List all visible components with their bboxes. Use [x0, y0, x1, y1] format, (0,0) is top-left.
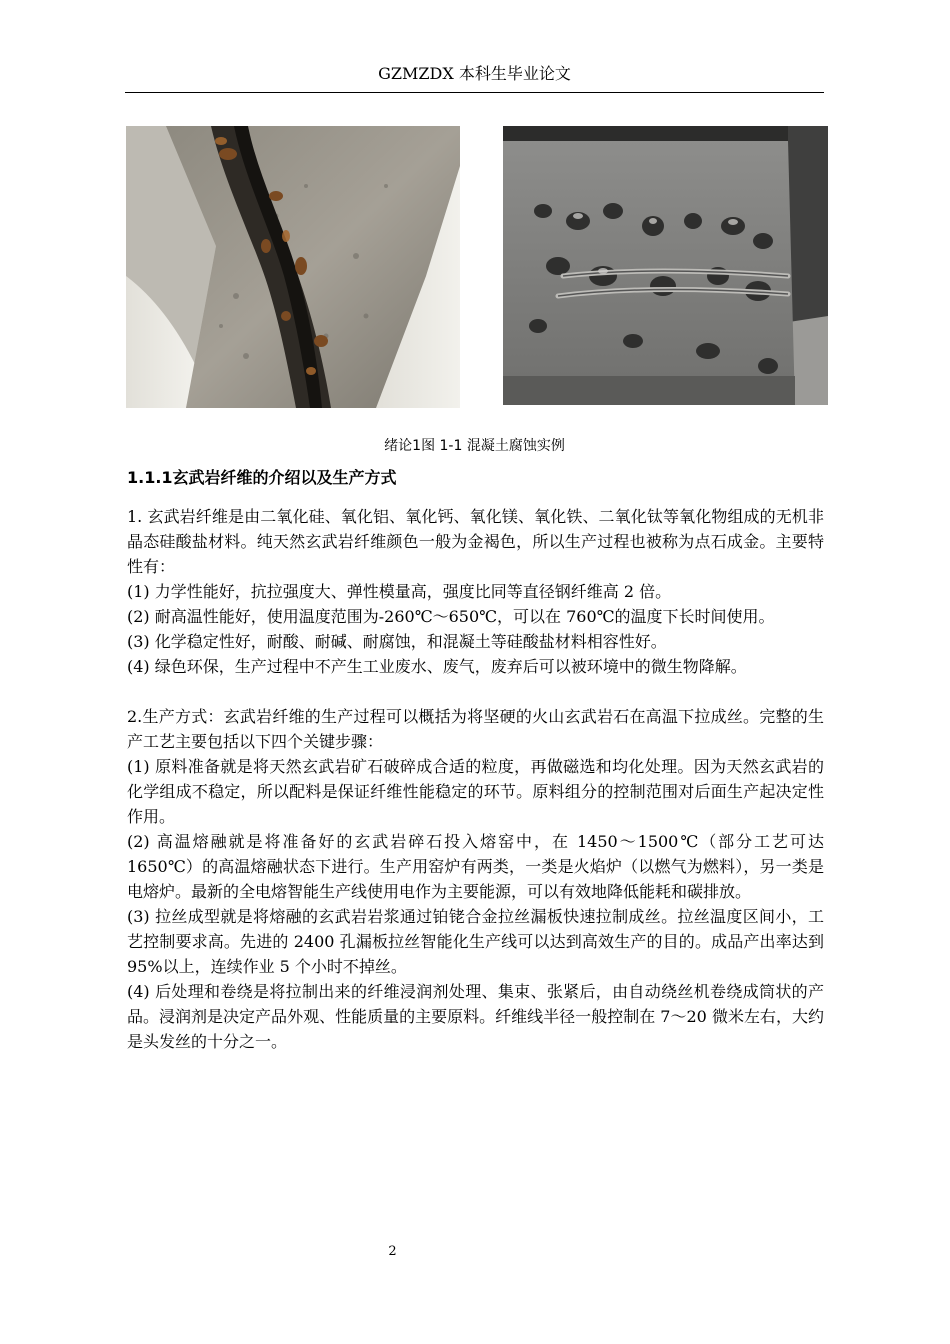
- header-rule: [125, 92, 824, 93]
- paragraph-step-3: (3) 拉丝成型就是将熔融的玄武岩岩浆通过铂铑合金拉丝漏板快速拉制成丝。拉丝温度区间小，工艺控制要求高。先进的 2400 孔漏板拉丝智能化生产线可以达到高效生产的目的。成品产出率达到 95%以上，连续作业 5 个小时不掉丝。: [127, 907, 824, 976]
- paragraph-property-1: (1) 力学性能好，抗拉强度大、弹性模量高，强度比同等直径钢纤维高 2 倍。: [127, 582, 672, 601]
- paragraph-step-2: (2) 高温熔融就是将准备好的玄武岩碎石投入熔窑中，在 1450～1500℃（部分工艺可达 1650℃）的高温熔融状态下进行。生产用窑炉有两类，一类是火焰炉（以燃气为燃料），另一类是电熔炉。最新的全电熔智能生产线使用电作为主要能源，可以有效地降低能耗和碳排放。: [127, 832, 824, 901]
- spalled-column-image: [503, 126, 828, 405]
- page-number: 2: [388, 1244, 397, 1259]
- paragraph-property-2: (2) 耐高温性能好，使用温度范围为-260℃～650℃，可以在 760℃的温度下长时间使用。: [127, 607, 775, 626]
- corroded-rebar-image: [126, 126, 460, 408]
- paragraph-step-1: (1) 原料准备就是将天然玄武岩矿石破碎成合适的粒度，再做磁选和均化处理。因为天然玄武岩的化学组成不稳定，所以配料是保证纤维性能稳定的环节。原料组分的控制范围对后面生产起决定性作用。: [127, 757, 824, 826]
- section-heading: 1.1.1玄武岩纤维的介绍以及生产方式: [127, 468, 397, 487]
- paragraph-production-intro: 2.生产方式：玄武岩纤维的生产过程可以概括为将坚硬的火山玄武岩石在高温下拉成丝。完整的生产工艺主要包括以下四个关键步骤：: [127, 707, 824, 751]
- spalled-column-photo: [503, 126, 828, 405]
- paragraph-intro: 1. 玄武岩纤维是由二氧化硅、氧化铝、氧化钙、氧化镁、氧化铁、二氧化钛等氧化物组成的无机非晶态硅酸盐材料。纯天然玄武岩纤维颜色一般为金褐色，所以生产过程也被称为点石成金。主要特性有：: [127, 507, 824, 576]
- paragraph-spacer: [127, 679, 824, 704]
- running-header: GZMZDX 本科生毕业论文: [378, 64, 571, 83]
- paragraph-step-4: (4) 后处理和卷绕是将拉制出来的纤维浸润剂处理、集束、张紧后，由自动绕丝机卷绕成筒状的产品。浸润剂是决定产品外观、性能质量的主要原料。纤维线半径一般控制在 7～20 微米左右，大约是头发丝的十分之一。: [127, 982, 824, 1051]
- corroded-rebar-photo: [126, 126, 460, 408]
- paragraph-property-3: (3) 化学稳定性好，耐酸、耐碱、耐腐蚀，和混凝土等硅酸盐材料相容性好。: [127, 632, 667, 651]
- figure-caption: 绪论1图 1-1 混凝土腐蚀实例: [384, 438, 565, 454]
- paragraph-property-4: (4) 绿色环保，生产过程中不产生工业废水、废气，废弃后可以被环境中的微生物降解。: [127, 657, 747, 676]
- body-text: [127, 504, 824, 1054]
